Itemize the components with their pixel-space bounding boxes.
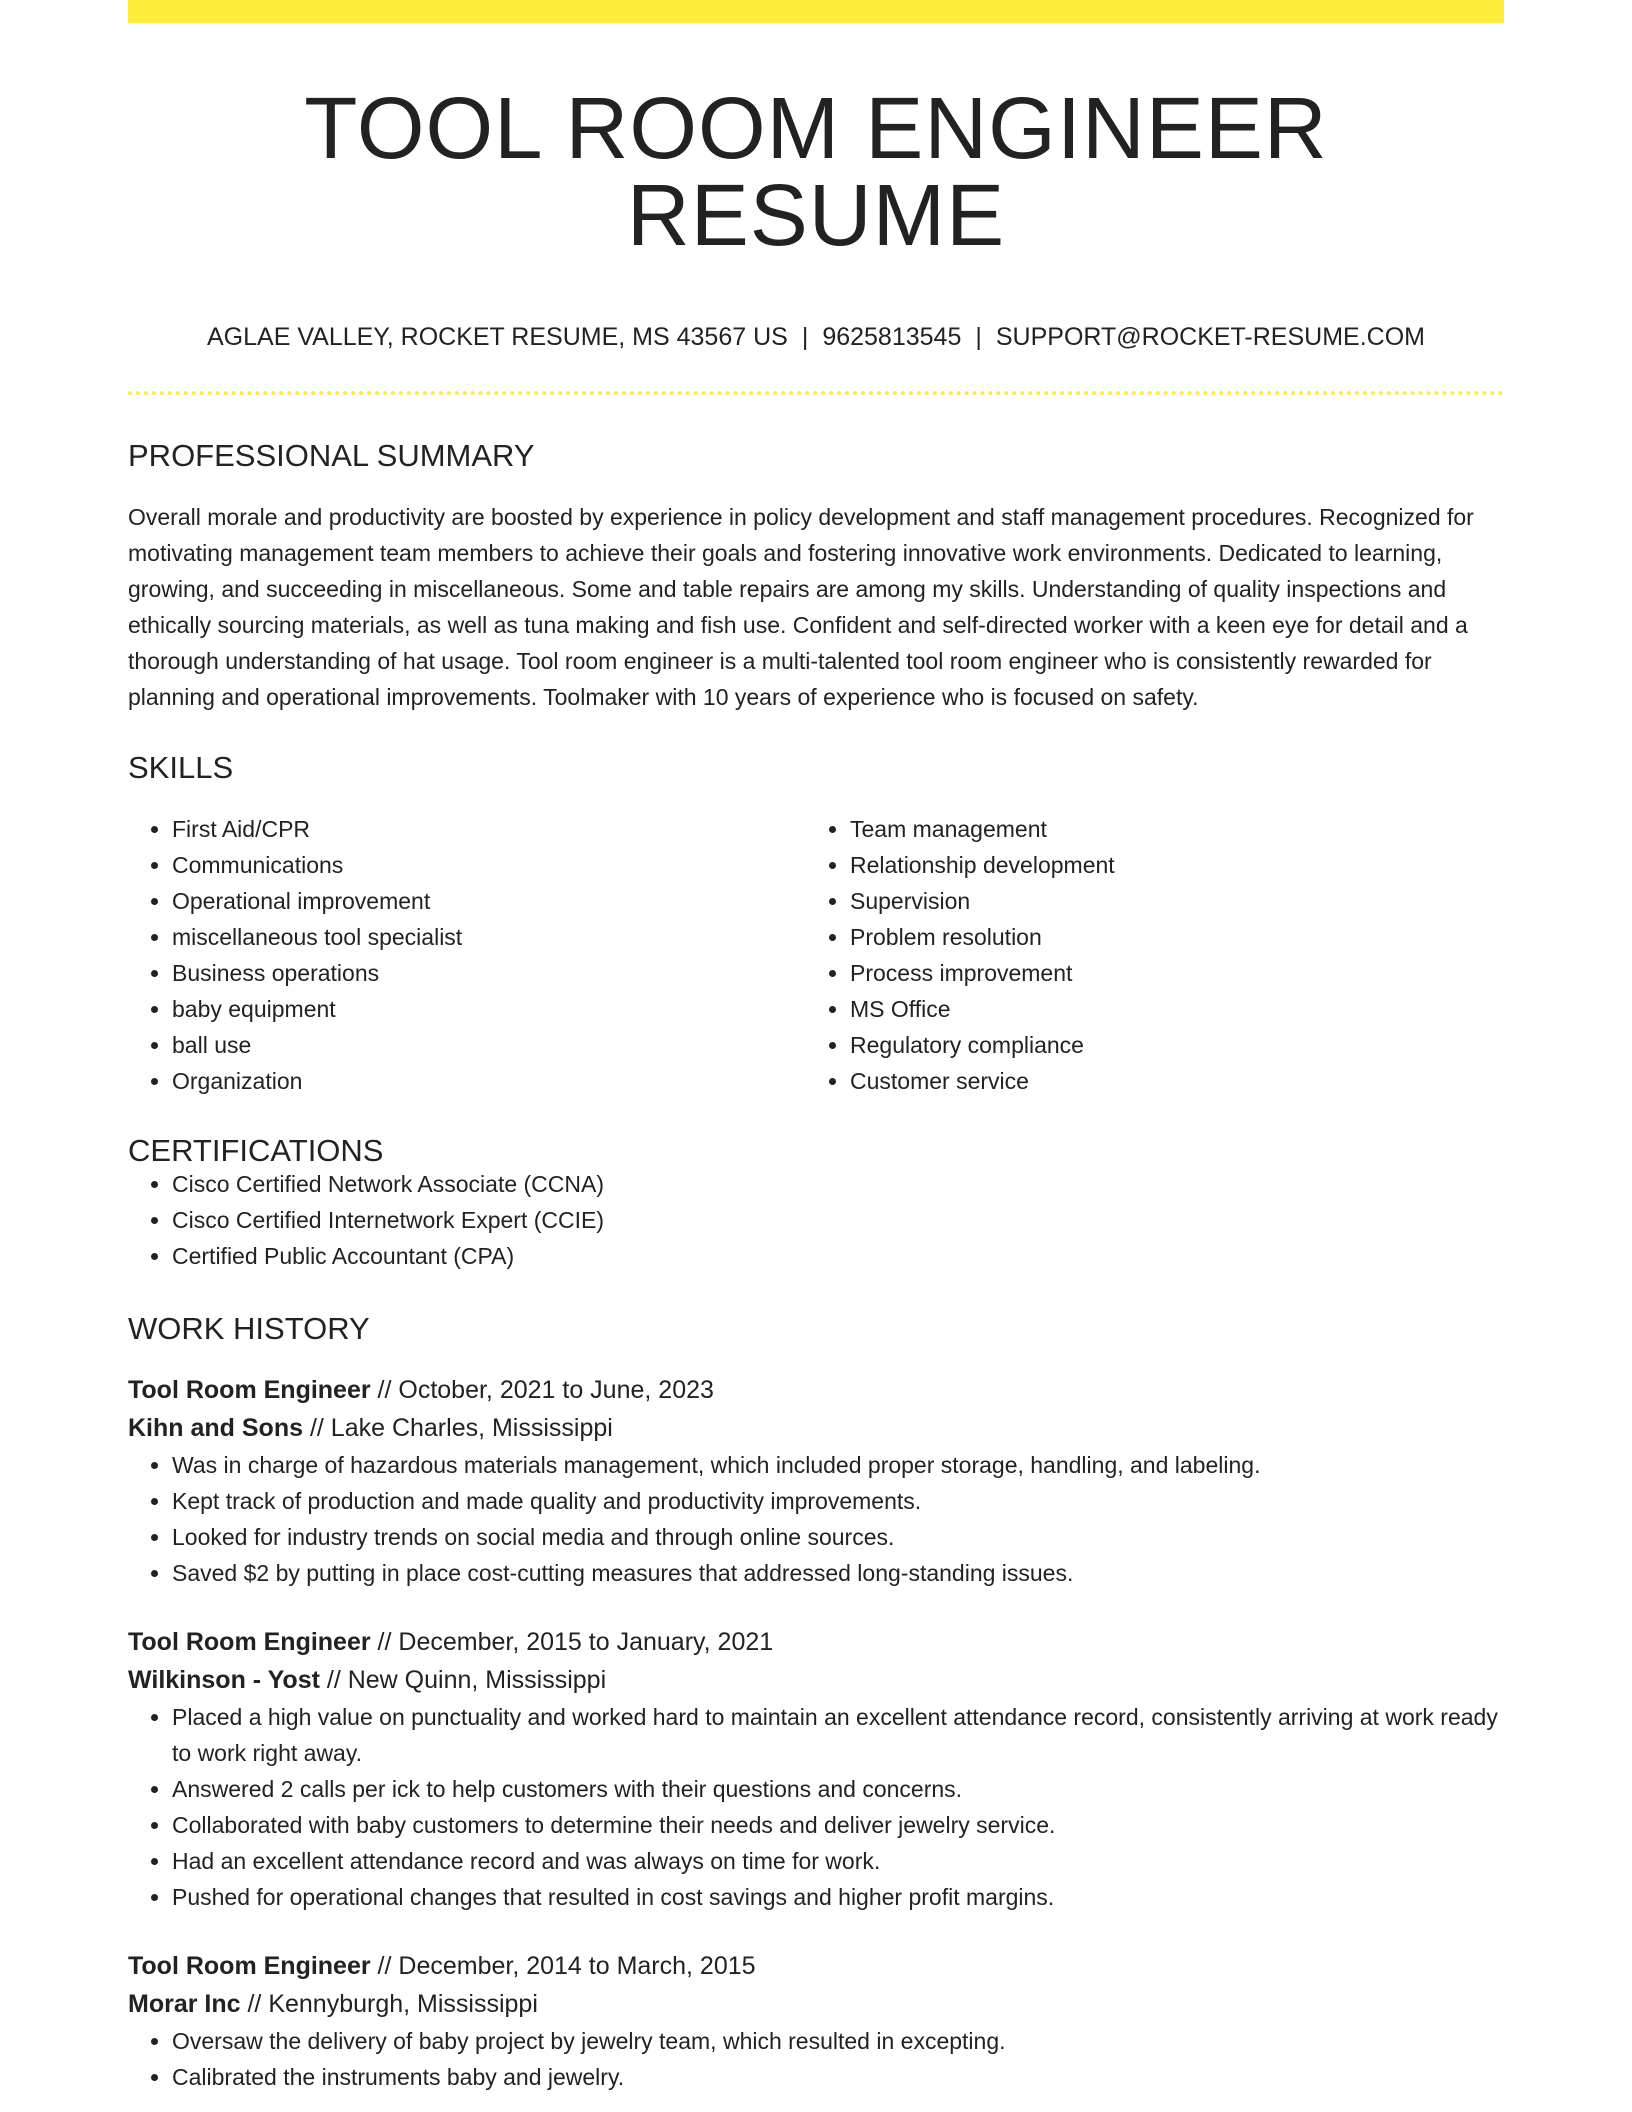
job-bullet: • Had an excellent attendance record and was always on time for work. [172, 1843, 1504, 1879]
skill-item: • Business operations [172, 955, 806, 991]
skills-right-column [806, 811, 1484, 1099]
job-location: // New Quinn, Mississippi [326, 1666, 607, 1694]
contact-separator: | [801, 323, 809, 351]
job-bullets [128, 2023, 1504, 2095]
job-bullet: • Oversaw the delivery of baby project by jewelry team, which resulted in excepting. [172, 2023, 1504, 2059]
skill-item: • Operational improvement [172, 883, 806, 919]
skill-item: • Supervision [850, 883, 1484, 919]
resume-title: TOOL ROOM ENGINEER RESUME [304, 80, 1328, 264]
job-role-line [128, 1947, 1504, 1985]
skill-item: • Customer service [850, 1063, 1484, 1099]
certifications-heading: CERTIFICATIONS [128, 1133, 384, 1168]
job-bullet: • Saved $2 by putting in place cost-cutting measures that addressed long-standing issues. [172, 1555, 1504, 1591]
skill-item: • ball use [172, 1027, 806, 1063]
dotted-divider [128, 391, 1504, 395]
job-company: Morar Inc [128, 1990, 241, 2018]
skills-heading: SKILLS [128, 750, 234, 785]
skills-grid [128, 811, 1504, 1099]
job-bullet: • Looked for industry trends on social media and through online sources. [172, 1519, 1504, 1555]
job-location: // Kennyburgh, Mississippi [247, 1990, 538, 2018]
skill-item: • Relationship development [850, 847, 1484, 883]
job-role: Tool Room Engineer [128, 1628, 371, 1656]
certification-item: • Cisco Certified Internetwork Expert (CCIE) [172, 1202, 1504, 1238]
job-role: Tool Room Engineer [128, 1376, 371, 1404]
contact-separator: | [975, 323, 982, 351]
job-role-line [128, 1623, 1504, 1661]
job-dates: // December, 2015 to January, 2021 [377, 1628, 774, 1656]
certification-item: • Certified Public Accountant (CPA) [172, 1238, 1504, 1274]
certification-item: • Cisco Certified Network Associate (CCNA) [172, 1166, 1504, 1202]
job-company-line [128, 1661, 1504, 1699]
job-bullet: • Pushed for operational changes that resulted in cost savings and higher profit margins. [172, 1879, 1504, 1915]
job-bullet: • Was in charge of hazardous materials management, which included proper storage, handling, and labeling. [172, 1447, 1504, 1483]
summary-text: Overall morale and productivity are boosted by experience in policy development and staff management procedures. Recognized for motivating management team members to achieve their goals and fostering innovative work environments. Dedicated to learning, growing, and succeeding in miscellaneous. Some and table repairs are among my skills. Understanding of quality inspections and ethically sourcing materials, as well as tuna making and fish use. Confident and self-directed worker with a keen eye for detail and a thorough understanding of hat usage. Tool room engineer is a multi-talented tool room engineer who is consistently rewarded for planning and operational improvements. Toolmaker with 10 years of experience who is focused on safety. [128, 504, 1474, 710]
contact-line [128, 325, 1504, 350]
top-accent-bar [128, 0, 1504, 23]
skill-item: • Regulatory compliance [850, 1027, 1484, 1063]
job-bullet: • Kept track of production and made quality and productivity improvements. [172, 1483, 1504, 1519]
job-company-line [128, 1409, 1504, 1447]
job-role-line [128, 1371, 1504, 1409]
resume-page [128, 0, 1504, 2095]
skill-item: • Communications [172, 847, 806, 883]
skill-item: • First Aid/CPR [172, 811, 806, 847]
job-bullets [128, 1699, 1504, 1915]
job-company-line [128, 1985, 1504, 2023]
job-entry [128, 1623, 1504, 1915]
certifications-list [128, 1166, 1504, 1274]
skill-item: • Team management [850, 811, 1484, 847]
skill-item: • Process improvement [850, 955, 1484, 991]
skill-item: • MS Office [850, 991, 1484, 1027]
job-bullet: • Collaborated with baby customers to determine their needs and deliver jewelry service. [172, 1807, 1504, 1843]
work-history-heading: WORK HISTORY [128, 1311, 370, 1346]
email: SUPPORT@ROCKET-RESUME.COM [995, 323, 1425, 351]
skill-item: • Problem resolution [850, 919, 1484, 955]
job-bullet: • Answered 2 calls per ick to help customers with their questions and concerns. [172, 1771, 1504, 1807]
address: AGLAE VALLEY, ROCKET RESUME, MS 43567 US [207, 323, 788, 351]
job-entry [128, 1371, 1504, 1591]
job-company: Kihn and Sons [128, 1414, 303, 1442]
skill-item: • Organization [172, 1063, 806, 1099]
job-dates: // December, 2014 to March, 2015 [377, 1952, 756, 1980]
summary-heading: PROFESSIONAL SUMMARY [128, 438, 535, 473]
job-entry [128, 1947, 1504, 2095]
job-company: Wilkinson - Yost [128, 1666, 320, 1694]
job-bullet: • Placed a high value on punctuality and worked hard to maintain an excellent attendance record, consistently arriving at work ready to work right away. [172, 1699, 1504, 1771]
phone: 9625813545 [822, 323, 962, 351]
job-dates: // October, 2021 to June, 2023 [377, 1376, 714, 1404]
job-bullet: • Calibrated the instruments baby and jewelry. [172, 2059, 1504, 2095]
job-location: // Lake Charles, Mississippi [309, 1414, 613, 1442]
job-bullets [128, 1447, 1504, 1591]
skills-left-column [128, 811, 806, 1099]
job-role: Tool Room Engineer [128, 1952, 371, 1980]
skill-item: • baby equipment [172, 991, 806, 1027]
skill-item: • miscellaneous tool specialist [172, 919, 806, 955]
